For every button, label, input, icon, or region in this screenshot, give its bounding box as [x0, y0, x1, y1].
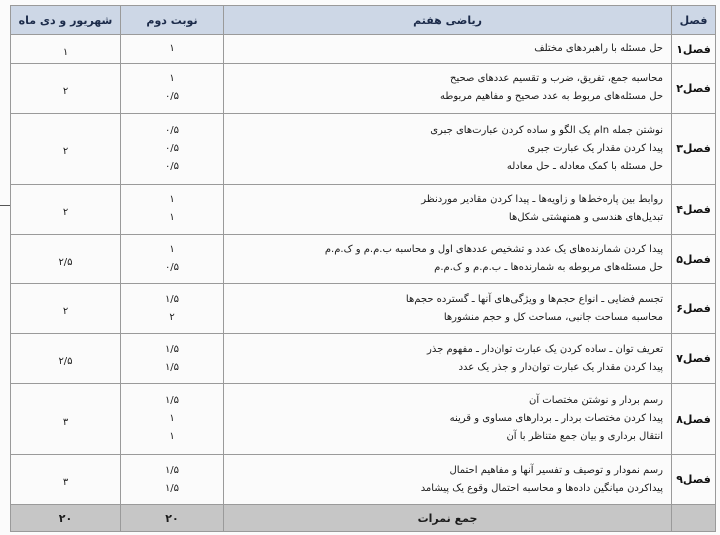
chapter-cell: فصل۷ [672, 334, 716, 384]
second-term-score: ۱ [169, 194, 175, 206]
chapter-cell: فصل۵ [672, 234, 716, 284]
topic-line: روابط بین پاره‌خط‌ها و زاویه‌ها ـ پیدا کردن مقادیر موردنظر [421, 194, 663, 206]
topic-line: پیدا کردن شمارنده‌های یک عدد و تشخیص عددهای اول و محاسبه ب.م.م و ک.م.م [324, 244, 663, 255]
topic-line: رسم بردار و نوشتن مختصات آن [529, 395, 663, 407]
topic-line: تجسم فضایی ـ انواع حجم‌ها و ویژگی‌های آنها ـ گسترده حجم‌ها [405, 293, 663, 305]
topic-cell [224, 384, 672, 455]
chapter-cell: فصل۳ [672, 113, 716, 184]
second-term-score: ۰/۵ [164, 160, 180, 172]
second-term-score: ۱/۵ [164, 482, 180, 494]
second-term-score: ۱ [169, 73, 175, 85]
total-second-term: ۲۰ [121, 505, 224, 532]
table-body [11, 35, 716, 505]
shahrivar-dey-cell: ۳ [11, 384, 121, 455]
topic-line: محاسبه جمع، تفریق، ضرب و تقسیم عددهای صحیح [449, 73, 663, 85]
shahrivar-dey-cell: ۳ [11, 455, 121, 505]
topic-line: پیدا کردن مقدار یک عبارت جبری [527, 142, 663, 154]
second-term-score: ۱ [169, 244, 175, 255]
shahrivar-dey-cell: ۱ [11, 35, 121, 64]
table-row [11, 284, 716, 334]
topic-cell [224, 113, 672, 184]
topic-line: حل مسئله‌های مربوطه به شمارنده‌ها ـ ب.م.م و ک.م.م [434, 262, 663, 273]
topic-line: محاسبه مساحت جانبی، مساحت کل و حجم منشورها [443, 311, 663, 323]
shahrivar-dey-cell: ۲ [11, 64, 121, 114]
topic-line: نوشتن جمله nام یک الگو و ساده کردن عبارت‌های جبری [430, 124, 663, 136]
second-term-score: ۱/۵ [164, 395, 180, 407]
second-term-score: ۱/۵ [164, 343, 180, 355]
table-row [11, 234, 716, 284]
topic-cell [224, 234, 672, 284]
second-term-score: ۱ [169, 212, 175, 224]
topic-line: تعریف توان ـ ساده کردن یک عبارت توان‌دار ـ مفهوم جذر [427, 343, 663, 355]
topic-cell [224, 184, 672, 234]
second-term-score: ۱/۵ [164, 293, 180, 305]
shahrivar-dey-cell: ۲/۵ [11, 334, 121, 384]
shahrivar-dey-cell: ۲/۵ [11, 234, 121, 284]
topic-line: تبدیل‌های هندسی و همنهشتی شکل‌ها [508, 212, 663, 224]
topic-cell [224, 455, 672, 505]
second-term-cell [121, 184, 224, 234]
second-term-score: ۲ [169, 311, 175, 323]
second-term-cell [121, 455, 224, 505]
chapter-cell: فصل۴ [672, 184, 716, 234]
second-term-score: ۰/۵ [164, 262, 180, 273]
topic-line: پیدا کردن مقدار یک عبارت توان‌دار و جذر یک عدد [458, 361, 663, 373]
header-row [11, 6, 716, 35]
chapter-cell: فصل۸ [672, 384, 716, 455]
second-term-score: ۰/۵ [164, 124, 180, 136]
topic-line: حل مسئله با کمک معادله ـ حل معادله [506, 160, 663, 172]
table-row [11, 334, 716, 384]
total-empty-cell [672, 505, 716, 532]
topic-line: پیداکردن میانگین داده‌ها و محاسبه احتمال وقوع یک پیشامد [420, 482, 663, 494]
second-term-cell [121, 64, 224, 114]
topic-line: پیدا کردن مختصات بردار ـ بردارهای مساوی و قرینه [449, 413, 663, 425]
second-term-cell [121, 334, 224, 384]
table-row [11, 455, 716, 505]
topic-line: رسم نمودار و توصیف و تفسیر آنها و مفاهیم احتمال [449, 464, 663, 476]
header-chapter: فصل [672, 6, 716, 35]
second-term-cell [121, 384, 224, 455]
table-row [11, 184, 716, 234]
header-second-term: نوبت دوم [121, 6, 224, 35]
topic-line: حل مسئله‌های مربوط به عدد صحیح و مفاهیم مربوطه [440, 91, 663, 103]
second-term-score: ۱ [169, 43, 175, 54]
header-shahrivar-dey: شهریور و دی ماه [11, 6, 121, 35]
table-row [11, 113, 716, 184]
total-label: جمع نمرات [224, 505, 672, 532]
second-term-cell [121, 234, 224, 284]
second-term-score: ۰/۵ [164, 142, 180, 154]
topic-cell [224, 284, 672, 334]
left-edge-mark [0, 205, 10, 206]
table-row [11, 64, 716, 114]
exam-score-table [10, 5, 716, 532]
chapter-cell: فصل۶ [672, 284, 716, 334]
topic-line: حل مسئله با راهبردهای مختلف [534, 43, 663, 54]
chapter-cell: فصل۹ [672, 455, 716, 505]
second-term-score: ۱ [169, 431, 175, 443]
chapter-cell: فصل۲ [672, 64, 716, 114]
second-term-score: ۰/۵ [164, 91, 180, 103]
topic-cell [224, 64, 672, 114]
shahrivar-dey-cell: ۲ [11, 113, 121, 184]
header-topic: ریاضی هفتم [224, 6, 672, 35]
second-term-cell [121, 35, 224, 64]
shahrivar-dey-cell: ۲ [11, 284, 121, 334]
total-shahrivar-dey: ۲۰ [11, 505, 121, 532]
chapter-cell: فصل۱ [672, 35, 716, 64]
total-row [11, 505, 716, 532]
topic-cell [224, 334, 672, 384]
shahrivar-dey-cell: ۲ [11, 184, 121, 234]
second-term-score: ۱/۵ [164, 361, 180, 373]
table-row [11, 35, 716, 64]
second-term-score: ۱ [169, 413, 175, 425]
topic-line: انتقال برداری و بیان جمع متناظر با آن [506, 431, 663, 443]
second-term-score: ۱/۵ [164, 464, 180, 476]
second-term-cell [121, 284, 224, 334]
table-row [11, 384, 716, 455]
second-term-cell [121, 113, 224, 184]
topic-cell [224, 35, 672, 64]
